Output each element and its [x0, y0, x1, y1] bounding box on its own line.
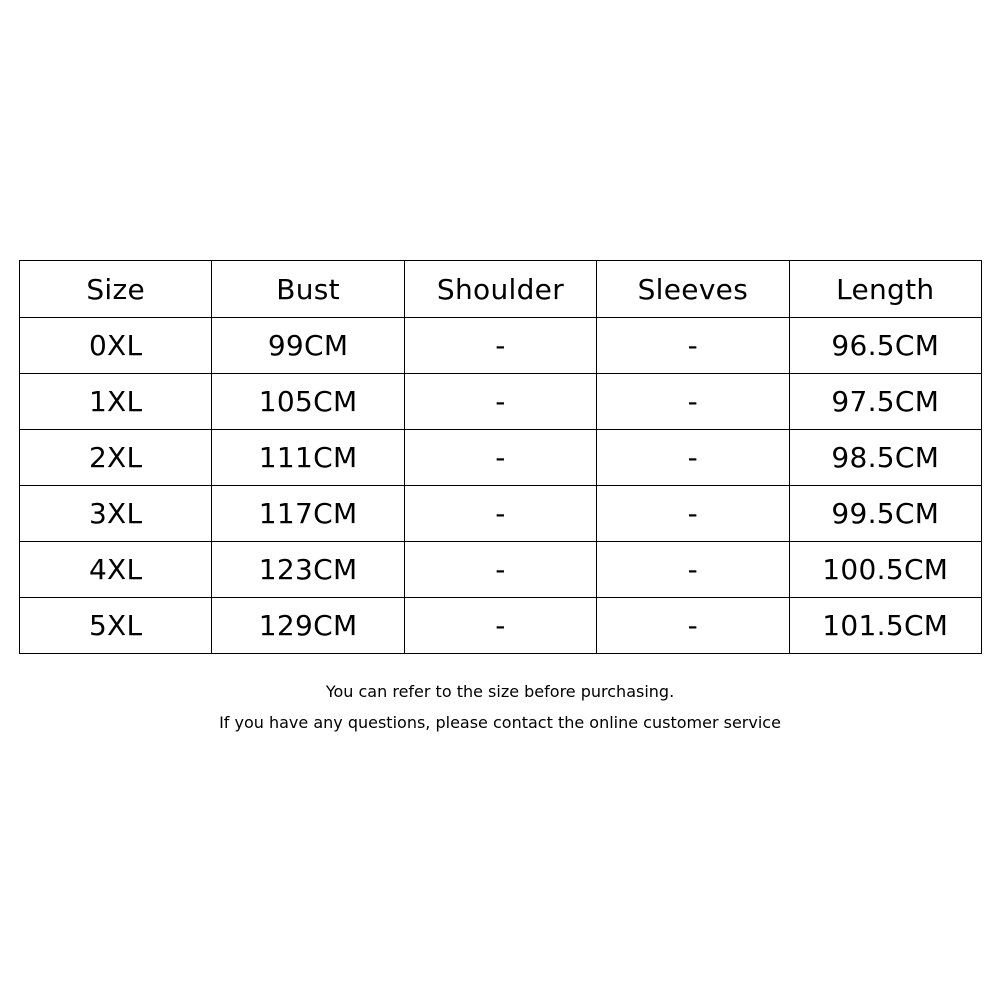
cell-sleeves: -	[597, 318, 789, 374]
cell-bust: 105CM	[212, 374, 404, 430]
cell-length: 100.5CM	[789, 542, 981, 598]
column-header-size: Size	[20, 261, 212, 318]
cell-sleeves: -	[597, 486, 789, 542]
column-header-shoulder: Shoulder	[404, 261, 596, 318]
cell-shoulder: -	[404, 318, 596, 374]
table-header-row	[20, 261, 982, 318]
cell-shoulder: -	[404, 542, 596, 598]
cell-length: 96.5CM	[789, 318, 981, 374]
column-header-length: Length	[789, 261, 981, 318]
cell-sleeves: -	[597, 598, 789, 654]
note-refer-size: You can refer to the size before purchasing.	[325, 682, 675, 701]
size-notes	[0, 676, 1000, 738]
cell-sleeves: -	[597, 374, 789, 430]
table-row	[20, 598, 982, 654]
cell-sleeves: -	[597, 542, 789, 598]
cell-bust: 117CM	[212, 486, 404, 542]
cell-length: 101.5CM	[789, 598, 981, 654]
size-chart-table	[19, 260, 982, 654]
cell-size: 4XL	[20, 542, 212, 598]
cell-length: 97.5CM	[789, 374, 981, 430]
cell-bust: 123CM	[212, 542, 404, 598]
cell-size: 0XL	[20, 318, 212, 374]
column-header-sleeves: Sleeves	[597, 261, 789, 318]
cell-shoulder: -	[404, 430, 596, 486]
column-header-bust: Bust	[212, 261, 404, 318]
cell-size: 2XL	[20, 430, 212, 486]
table-row	[20, 430, 982, 486]
cell-sleeves: -	[597, 430, 789, 486]
note-contact-service: If you have any questions, please contact the online customer service	[219, 713, 781, 732]
table-row	[20, 486, 982, 542]
cell-length: 98.5CM	[789, 430, 981, 486]
cell-shoulder: -	[404, 374, 596, 430]
cell-bust: 99CM	[212, 318, 404, 374]
table-row	[20, 318, 982, 374]
cell-bust: 111CM	[212, 430, 404, 486]
cell-shoulder: -	[404, 598, 596, 654]
table-row	[20, 374, 982, 430]
cell-shoulder: -	[404, 486, 596, 542]
table-row	[20, 542, 982, 598]
cell-bust: 129CM	[212, 598, 404, 654]
cell-size: 3XL	[20, 486, 212, 542]
cell-size: 5XL	[20, 598, 212, 654]
cell-length: 99.5CM	[789, 486, 981, 542]
cell-size: 1XL	[20, 374, 212, 430]
